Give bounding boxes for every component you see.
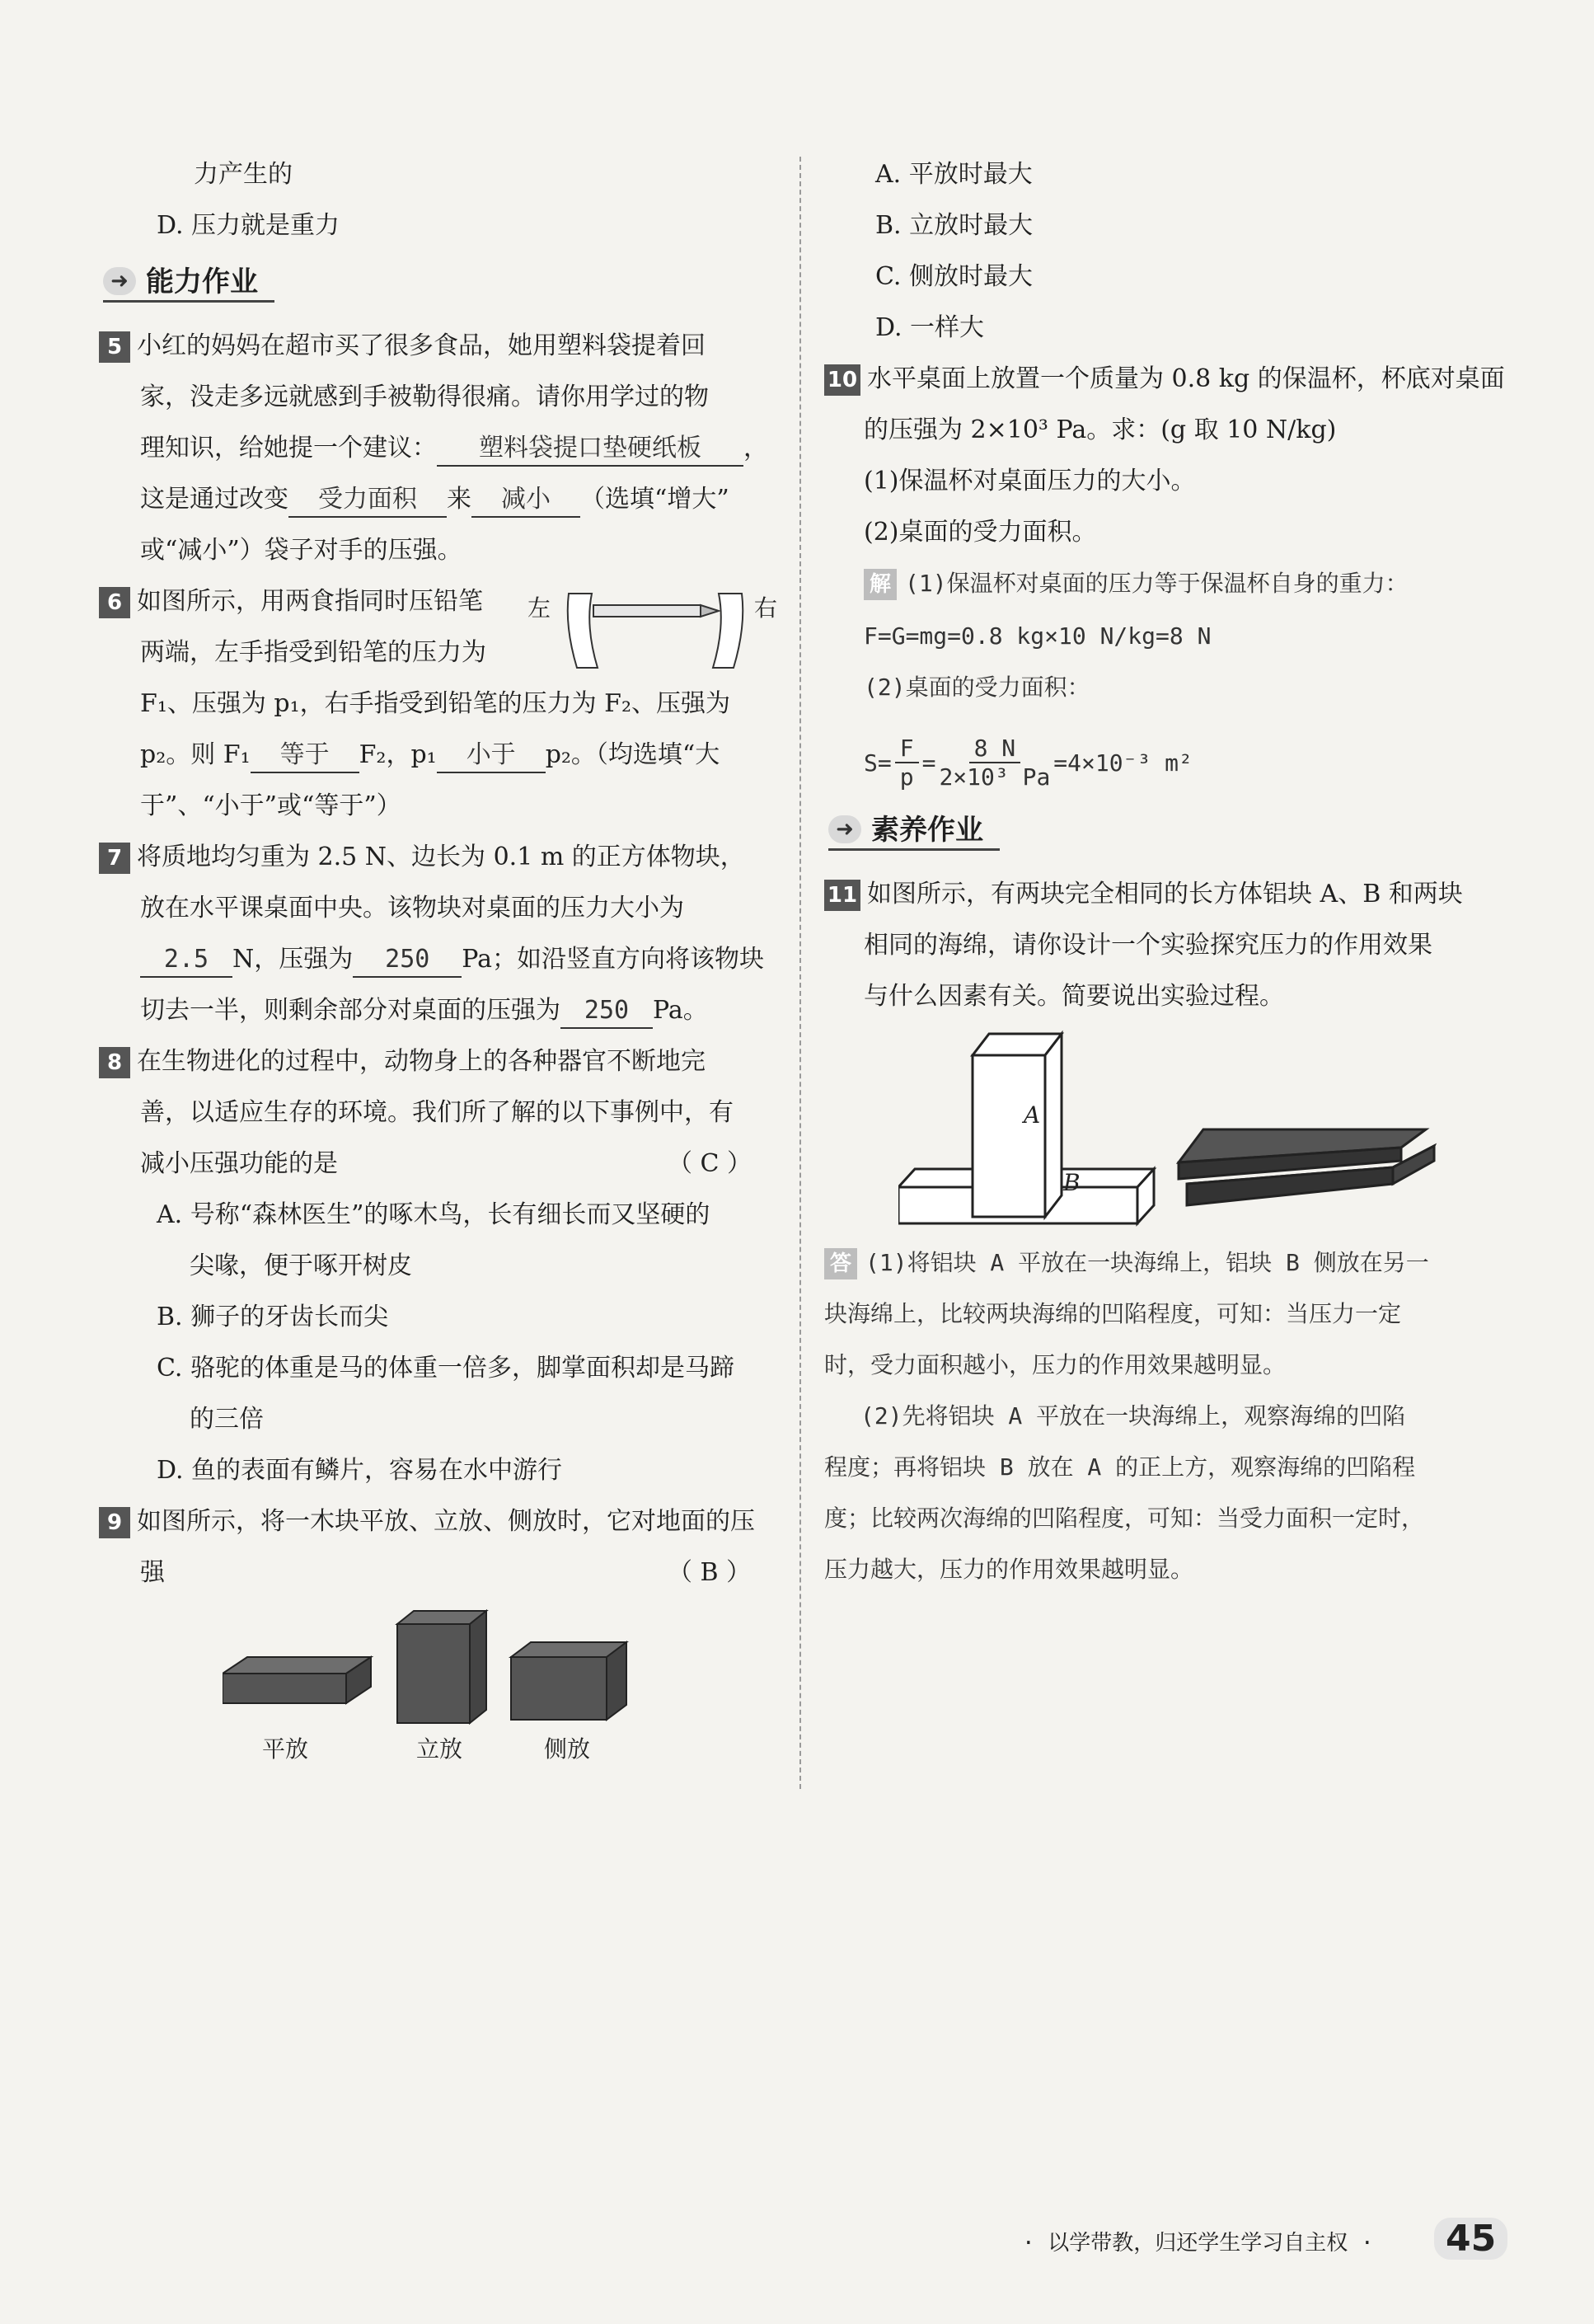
q9-option-b: B. 立放时最大 xyxy=(875,211,1034,240)
text: S= xyxy=(864,749,892,777)
answer-blank: 塑料袋提口垫硬纸板 xyxy=(437,432,743,467)
question-11-line1 xyxy=(824,878,1463,911)
question-9-line2: 强 xyxy=(140,1558,165,1587)
option-b: B. 狮子的牙齿长而尖 xyxy=(157,1303,389,1331)
section-heading-ability xyxy=(103,264,274,303)
question-9-line1 xyxy=(99,1505,755,1538)
page-number: 45 xyxy=(1434,2218,1507,2260)
pencil-tip xyxy=(701,605,719,617)
question-5-line4 xyxy=(140,483,729,518)
answer-line4: (2)先将铝块 A 平放在一块海绵上，观察海绵的凹陷 xyxy=(860,1402,1406,1430)
option-d: D. 压力就是重力 xyxy=(157,211,340,240)
question-number: 6 xyxy=(99,587,130,618)
solution-line3: (2)桌面的受力面积： xyxy=(864,674,1090,701)
question-6-line5: 于”、“小于”或“等于”） xyxy=(140,791,401,820)
side-block xyxy=(511,1642,626,1720)
question-number: 7 xyxy=(99,843,130,874)
column-divider xyxy=(799,157,801,1789)
solution-line1 xyxy=(864,567,1409,600)
option-c: C. 骆驼的体重是马的体重一倍多，脚掌面积却是马蹄 xyxy=(157,1354,734,1383)
solution-formula xyxy=(864,725,1193,800)
arrow-icon: ➜ xyxy=(828,815,861,843)
question-10-line2: 的压强为 2×10³ Pa。求：(g 取 10 N/kg) xyxy=(864,416,1337,444)
question-10-line1 xyxy=(824,363,1505,396)
text: 这是通过改变 xyxy=(140,485,288,514)
section-title: 能力作业 xyxy=(146,265,258,298)
text: Pa；如沿竖直方向将该物块 xyxy=(462,945,764,974)
text: (1)将铝块 A 平放在一块海绵上，铝块 B 侧放在另一 xyxy=(865,1249,1429,1276)
answer-choice: （ B ） xyxy=(668,1558,752,1587)
right-finger-icon xyxy=(713,594,743,668)
right-label: 右 xyxy=(754,594,778,622)
question-11-line3: 与什么因素有关。简要说出实验过程。 xyxy=(864,982,1284,1011)
label-a: A xyxy=(1024,1101,1041,1129)
numerator: 8 N xyxy=(969,735,1021,763)
text: ， xyxy=(743,434,768,462)
option-a-cont: 尖喙，便于啄开树皮 xyxy=(190,1251,412,1280)
question-5-line5: 或“减小”）袋子对手的压强。 xyxy=(140,536,462,565)
question-7-line4 xyxy=(140,994,708,1029)
question-number: 11 xyxy=(824,880,860,911)
question-11-line2: 相同的海绵，请你设计一个实验探究压力的作用效果 xyxy=(864,931,1432,960)
arrow-icon: ➜ xyxy=(103,267,136,295)
text: 如图所示，有两块完全相同的长方体铝块 A、B 和两块 xyxy=(867,880,1463,908)
question-number: 5 xyxy=(99,331,130,363)
denominator: p xyxy=(899,763,914,791)
upright-block xyxy=(397,1611,486,1723)
flat-block xyxy=(223,1657,371,1703)
text-line: 力产生的 xyxy=(194,160,293,189)
fraction-symbolic xyxy=(895,735,919,791)
sponge-stack xyxy=(1179,1129,1434,1205)
answer-choice: （ C ） xyxy=(668,1149,752,1178)
text: 小红的妈妈在超市买了很多食品，她用塑料袋提着回 xyxy=(137,331,706,360)
question-number: 8 xyxy=(99,1047,130,1078)
label-b: B xyxy=(1063,1169,1081,1196)
answer-blank: 小于 xyxy=(437,739,546,773)
answer-line2: 块海绵上，比较两块海绵的凹陷程度，可知：当压力一定 xyxy=(824,1300,1402,1327)
answer-line5: 程度；再将铝块 B 放在 A 的正上方，观察海绵的凹陷程 xyxy=(824,1453,1416,1481)
answer-line1 xyxy=(824,1247,1429,1279)
text: p₂。则 F₁ xyxy=(140,740,251,769)
left-label: 左 xyxy=(527,594,551,622)
solution-tag: 解 xyxy=(864,569,897,600)
question-8-line2: 善，以适应生存的环境。我们所了解的以下事例中，有 xyxy=(140,1098,734,1127)
text: （选填“增大” xyxy=(580,485,729,514)
question-7-line1 xyxy=(99,841,745,874)
question-number: 10 xyxy=(824,364,860,396)
question-6-line3: F₁、压强为 p₁，右手指受到铅笔的压力为 F₂、压强为 xyxy=(140,689,730,718)
option-a: A. 号称“森林医生”的啄木鸟，长有细长而又坚硬的 xyxy=(157,1200,710,1229)
text: p₂。（均选填“大 xyxy=(545,740,720,769)
answer-line3: 时，受力面积越小，压力的作用效果越明显。 xyxy=(824,1351,1287,1378)
block-orientation-figure xyxy=(223,1608,684,1739)
question-7-line3 xyxy=(140,943,764,978)
footer-slogan: · 以学带教，归还学生学习自主权 · xyxy=(1022,2231,1374,2256)
answer-line6: 度；比较两次海绵的凹陷程度，可知：当受力面积一定时， xyxy=(824,1505,1425,1532)
text: N，压强为 xyxy=(232,945,354,974)
q9-option-c: C. 侧放时最大 xyxy=(875,262,1033,291)
question-5-line1 xyxy=(99,330,706,363)
text: 切去一半，则剩余部分对桌面的压强为 xyxy=(140,996,560,1025)
answer-blank: 250 xyxy=(560,994,653,1029)
text: 来 xyxy=(447,485,471,514)
question-5-line3 xyxy=(140,432,768,467)
pencil-body xyxy=(593,605,701,617)
text: 理知识，给她提一个建议： xyxy=(140,434,437,462)
option-d: D. 鱼的表面有鳞片，容易在水中游行 xyxy=(157,1456,563,1485)
answer-blank: 250 xyxy=(353,943,462,978)
text: =4×10⁻³ m² xyxy=(1053,749,1193,777)
question-10-line4: (2)桌面的受力面积。 xyxy=(864,518,1097,547)
text: = xyxy=(921,749,936,777)
numerator: F xyxy=(895,735,919,763)
q9-option-d: D. 一样大 xyxy=(875,313,985,342)
question-6-line1 xyxy=(99,585,483,618)
text: 如图所示，用两食指同时压铅笔 xyxy=(137,587,483,616)
label-upright: 立放 xyxy=(416,1735,463,1763)
aluminum-block-figure xyxy=(898,1022,1442,1237)
label-flat: 平放 xyxy=(262,1735,309,1763)
question-6-line2: 两端，左手指受到铅笔的压力为 xyxy=(140,638,486,667)
question-number: 9 xyxy=(99,1507,130,1538)
text: 在生物进化的过程中，动物身上的各种器官不断地完 xyxy=(137,1047,706,1076)
text: 如图所示，将一木块平放、立放、侧放时，它对地面的压 xyxy=(137,1507,755,1536)
text: Pa。 xyxy=(653,996,708,1025)
answer-blank: 减小 xyxy=(471,483,580,518)
text: 水平桌面上放置一个质量为 0.8 kg 的保温杯，杯底对桌面 xyxy=(867,364,1505,393)
option-c-cont: 的三倍 xyxy=(190,1405,264,1434)
answer-tag: 答 xyxy=(824,1248,857,1279)
solution-line2: F=G=mg=0.8 kg×10 N/kg=8 N xyxy=(864,622,1212,650)
text: (1)保温杯对桌面的压力等于保温杯自身的重力： xyxy=(905,570,1409,597)
pencil-fingers-figure xyxy=(560,577,750,676)
answer-blank: 等于 xyxy=(251,739,359,773)
section-heading-literacy xyxy=(828,812,1000,851)
answer-blank: 2.5 xyxy=(140,943,232,978)
q9-option-a: A. 平放时最大 xyxy=(875,160,1033,189)
question-6-line4 xyxy=(140,739,720,773)
question-7-line2: 放在水平课桌面中央。该物块对桌面的压力大小为 xyxy=(140,894,684,923)
text: F₂，p₁ xyxy=(359,740,437,769)
text: 将质地均匀重为 2.5 N、边长为 0.1 m 的正方体物块， xyxy=(137,843,745,871)
question-8-line1 xyxy=(99,1045,706,1078)
label-side: 侧放 xyxy=(544,1735,591,1763)
block-a xyxy=(973,1034,1062,1217)
fraction-numeric xyxy=(939,735,1050,791)
question-5-line2: 家，没走多远就感到手被勒得很痛。请你用学过的物 xyxy=(140,383,709,411)
answer-line7: 压力越大，压力的作用效果越明显。 xyxy=(824,1556,1194,1583)
answer-blank: 受力面积 xyxy=(288,483,447,518)
section-title: 素养作业 xyxy=(871,814,983,847)
denominator: 2×10³ Pa xyxy=(939,763,1051,791)
question-10-line3: (1)保温杯对桌面压力的大小。 xyxy=(864,467,1196,495)
question-8-line3: 减小压强功能的是 xyxy=(140,1149,338,1178)
